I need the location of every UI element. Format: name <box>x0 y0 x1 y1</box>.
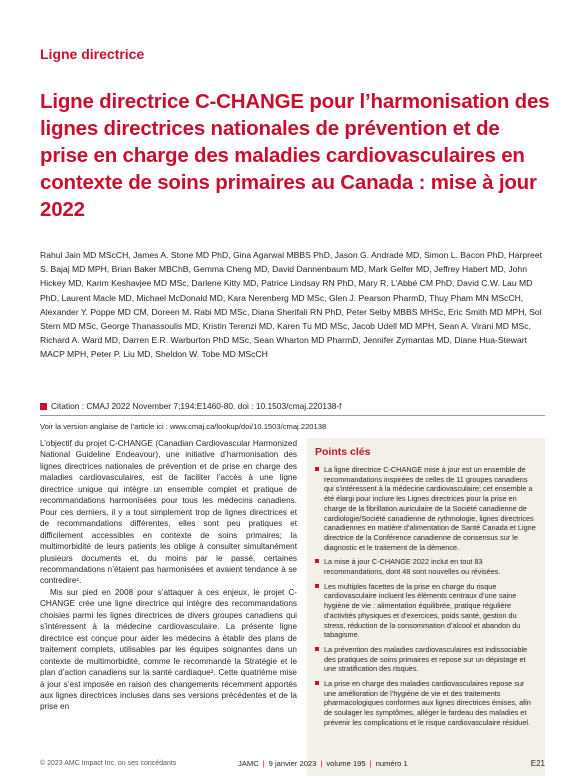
key-point-text: La prise en charge des maladies cardiovasculaires repose sur une amélioration de l’hygiène de vie et des traitements pharmacologiques conformes aux lignes directrices émises, afin de soulager les symptômes, alléger le fardeau des maladies et prévenir les complications et le risque cardiovasculaire résiduel. <box>324 679 531 727</box>
key-point-item <box>315 645 537 674</box>
key-point-text: Les multiples facettes de la prise en charge du risque cardiovasculaire incluent les éléments centraux d’une saine hygiène de vie : alimentation équilibrée, pratique régulière d’activités physiques et d’exercices, poids santé, gestion du stress, réduction de la consommation d’alcool et abandon du tabagisme. <box>324 581 521 640</box>
page-footer <box>40 755 545 771</box>
key-point-text: La ligne directrice C-CHANGE mise à jour est un ensemble de recommandations inspirées de celles de 11 groupes canadiens qui s’intéressent à la médecine cardiovasculaire; cet ensemble a été élargi pour inclure les Lignes directrices pour la prise en charge de la fibrillation auriculaire de la Société canadienne de cardiologie/Société canadienne de rythmologie, lignes directrices canadiennes en matière d’alimentation de Santé Canada et Ligne directrice de la Conférence canadienne de consensus sur le diagnostic et le traitement de la démence. <box>324 465 536 552</box>
key-point-text: La mise à jour C-CHANGE 2022 inclut en tout 83 recommandations, dont 48 sont nouvelles ou révisées. <box>324 557 501 577</box>
article-title: Ligne directrice C-CHANGE pour l’harmonisation des lignes directrices nationales de prévention et de prise en charge des maladies cardiovasculaires en contexte de soins primaires au Canada : mise à jour 2022 <box>40 90 550 221</box>
bullet-icon <box>315 467 319 471</box>
bullet-icon <box>315 584 319 588</box>
body-column <box>40 438 297 713</box>
body-paragraph: L’objectif du projet C-CHANGE (Canadian Cardiovascular Harmonized National Guideline Endeavour), une initiative d’harmonisation des lignes directrices nationales de prévention et de prise en charge des maladies cardiovasculaires, est de faciliter l’accès à une ligne directrice unique qui intègre un ensemble complet et pratique de recommandations harmonisées pour tous les médecins canadiens. Pour ces derniers, il y a tout simplement trop de lignes directrices et de recommandations différentes, elles sont peu pratiques et difficilement accessibles en contexte de soins primaires; la multimorbidité de leurs patients les oblige à consulter simultanément plusieurs documents et, du moins par le passé, certaines recommandations n’étaient pas harmonisées et avaient tendance à se contredire¹. <box>40 439 297 586</box>
journal-info <box>238 759 408 768</box>
bullet-icon <box>315 647 319 651</box>
page-number: E21 <box>530 758 545 768</box>
key-points-heading: Points clés <box>315 446 371 458</box>
bullet-icon <box>315 559 319 563</box>
separator: | <box>320 758 323 768</box>
key-points-box <box>307 438 545 776</box>
separator: | <box>262 758 265 768</box>
divider <box>40 415 545 416</box>
key-point-item <box>315 557 537 576</box>
citation-line <box>40 400 550 412</box>
citation-bullet-icon <box>40 403 47 410</box>
volume: volume 195 <box>326 758 366 768</box>
key-points-list <box>315 465 537 728</box>
citation-text[interactable]: Citation : CMAJ 2022 November 7;194:E1460-80. doi : 10.1503/cmaj.220138-f <box>51 401 342 411</box>
key-point-text: La prévention des maladies cardiovasculaires est indissociable des pratiques de soins primaires et repose sur un dépistage et une stratification des risques. <box>324 644 528 674</box>
body-paragraph: Mis sur pied en 2008 pour s’attaquer à ces enjeux, le projet C-CHANGE crée une ligne directrice qui intègre des recommandations choisies parmi les lignes directrices de divers groupes canadiens qui s’intéressent à la médecine cardiovasculaire. La présente ligne directrice est conçue pour aider les médecins à établir des plans de traitement complets, utilisables par les équipes soignantes dans un contexte de multimorbidité, comme le recommande la Stratégie et le plan d’action canadiens sur la santé cardiaque². Cette quatrième mise à jour s’est imposée en raison des changements récemment apportés aux lignes directrices incluses dans ses versions précédentes et de la prise en <box>40 587 297 712</box>
issue-number: numéro 1 <box>375 758 408 768</box>
journal-name: JAMC <box>238 758 259 768</box>
author-list: Rahul Jain MD MScCH, James A. Stone MD PhD, Gina Agarwal MBBS PhD, Jason G. Andrade MD, Simon L. Bacon PhD, Harpreet S. Bajaj MD MPH, Brian Baker MBChB, Gemma Cheng MD, David Dannenbaum MD, Mark Gelfer MD, Jeffrey Habert MD, John Hickey MD, Karim Keshavjee MD MSc, Darlene Kitty MD, Patrice Lindsay RN PhD, Mary R. L’Abbé CM PhD, David C.W. Lau MD PhD, Laurent Macle MD, Michael McDonald MD, Kara Nerenberg MD MSc, Glen J. Pearson PharmD, Thuy Pham MN MScCH, Alexander Y. Poppe MD CM, Doreen M. Rabi MD MSc, Diana Sherifali RN PhD, Peter Selby MBBS MHSc, Eric Smith MD MPH, Sol Stern MD MSc, George Thanassoulis MD, Kristin Terenzi MD, Karen Tu MD MSc, Jacob Udell MD MPH, Sean A. Virani MD MSc, Richard A. Ward MD, Darren E.R. Warburton PhD MSc, Sean Wharton MD PharmD, Jennifer Zymantas MD, Diane Hua-Stewart MACP MPH, Peter P. Liu MD, Sheldon W. Tobe MD MScCH <box>40 250 542 360</box>
key-point-item <box>315 679 537 728</box>
copyright: © 2023 AMC Impact Inc. ou ses concédants <box>40 759 177 767</box>
separator: | <box>369 758 372 768</box>
issue-date: 9 janvier 2023 <box>268 758 317 768</box>
key-point-item <box>315 465 537 552</box>
bullet-icon <box>315 681 319 685</box>
english-version-link[interactable]: Voir la version anglaise de l’article ici : www.cmaj.ca/lookup/doi/10.1503/cmaj.220138 <box>40 422 327 431</box>
section-label: Ligne directrice <box>40 46 145 62</box>
key-point-item <box>315 582 537 640</box>
